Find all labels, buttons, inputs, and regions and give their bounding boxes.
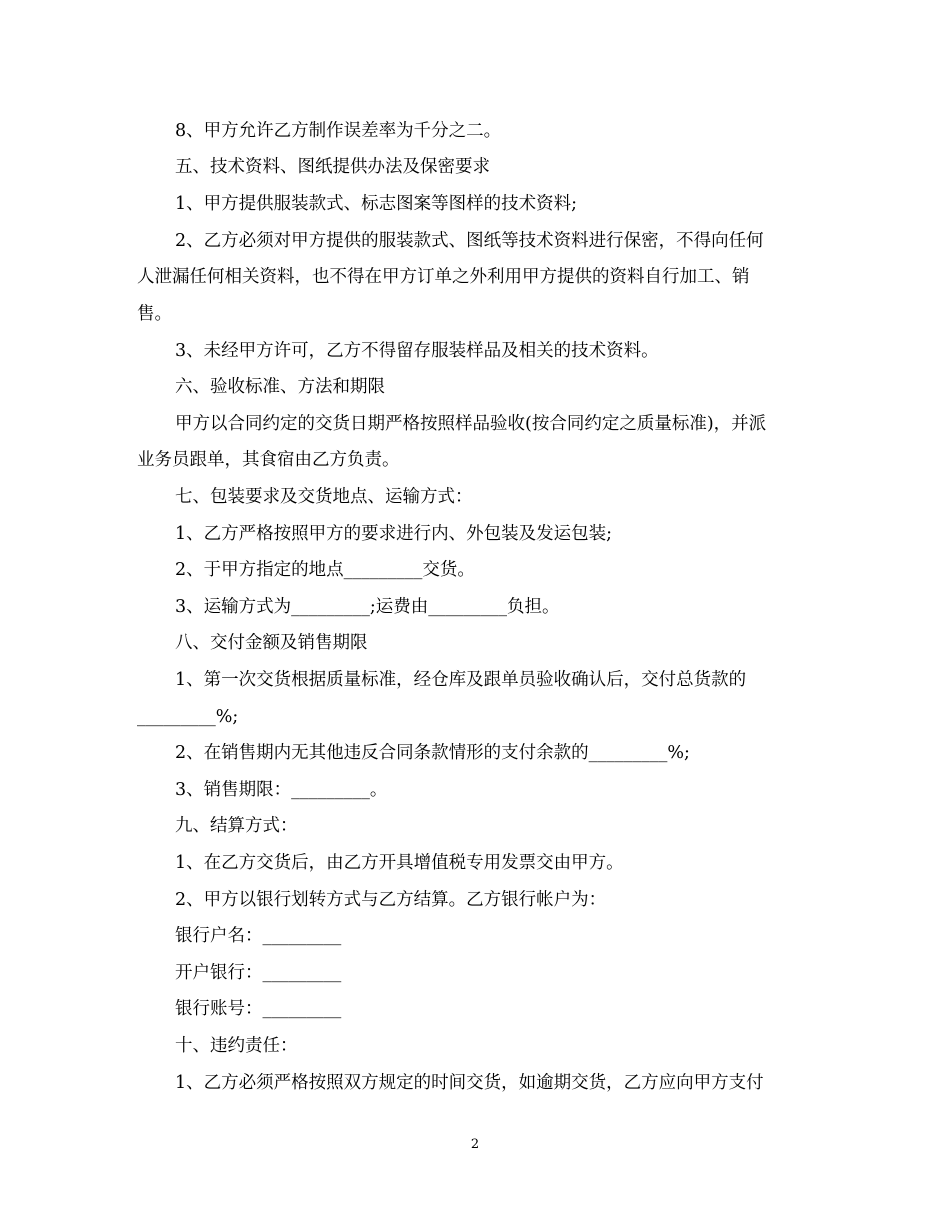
section-9-item-2: 2、甲方以银行划转方式与乙方结算。乙方银行帐户为： xyxy=(175,890,607,910)
section-7-item-2: 2、于甲方指定的地点_________交货。 xyxy=(175,560,475,580)
section-8-item-1-continued: _________%; xyxy=(137,707,239,727)
section-9-item-1: 1、在乙方交货后，由乙方开具增值税专用发票交由甲方。 xyxy=(175,853,624,873)
section-8-item-3: 3、销售期限：_________。 xyxy=(175,780,388,800)
section-9-heading: 九、结算方式： xyxy=(175,816,298,836)
section-5-item-1: 1、甲方提供服装款式、标志图案等图样的技术资料; xyxy=(175,194,578,214)
section-10-heading: 十、违约责任： xyxy=(175,1036,298,1056)
section-8-item-2: 2、在销售期内无其他违反合同条款情形的支付余款的_________%; xyxy=(175,743,690,763)
section-7-item-3: 3、运输方式为_________;运费由_________负担。 xyxy=(175,597,560,617)
section-8-item-1: 1、第一次交货根据质量标准，经仓库及跟单员验收确认后，交付总货款的 xyxy=(175,670,747,690)
section-5-item-3: 3、未经甲方许可，乙方不得留存服装样品及相关的技术资料。 xyxy=(175,341,659,361)
bank-account-number: 银行账号：_________ xyxy=(175,999,342,1019)
section-8-heading: 八、交付金额及销售期限 xyxy=(175,633,368,653)
section-10-item-1: 1、乙方必须严格按照双方规定的时间交货，如逾期交货，乙方应向甲方支付 xyxy=(175,1073,764,1093)
section-5-item-2-continued: 人泄漏任何相关资料，也不得在甲方订单之外利用甲方提供的资料自行加工、销 xyxy=(137,267,750,287)
section-6-paragraph: 甲方以合同约定的交货日期严格按照样品验收(按合同约定之质量标准)，并派 xyxy=(175,414,767,434)
section-5-item-2: 2、乙方必须对甲方提供的服装款式、图纸等技术资料进行保密，不得向任何 xyxy=(175,231,764,251)
section-6-paragraph-continued: 业务员跟单，其食宿由乙方负责。 xyxy=(137,450,400,470)
section-6-heading: 六、验收标准、方法和期限 xyxy=(175,377,385,397)
clause-8-quality-tolerance: 8、甲方允许乙方制作误差率为千分之二。 xyxy=(175,121,502,141)
bank-name: 开户银行：_________ xyxy=(175,963,342,983)
section-5-heading: 五、技术资料、图纸提供办法及保密要求 xyxy=(175,157,490,177)
section-5-item-2-end: 售。 xyxy=(137,304,172,324)
section-7-item-1: 1、乙方严格按照甲方的要求进行内、外包装及发运包装; xyxy=(175,524,613,544)
section-7-heading: 七、包装要求及交货地点、运输方式： xyxy=(175,487,473,507)
bank-account-name: 银行户名：_________ xyxy=(175,926,342,946)
page-number: 2 xyxy=(470,1137,480,1152)
